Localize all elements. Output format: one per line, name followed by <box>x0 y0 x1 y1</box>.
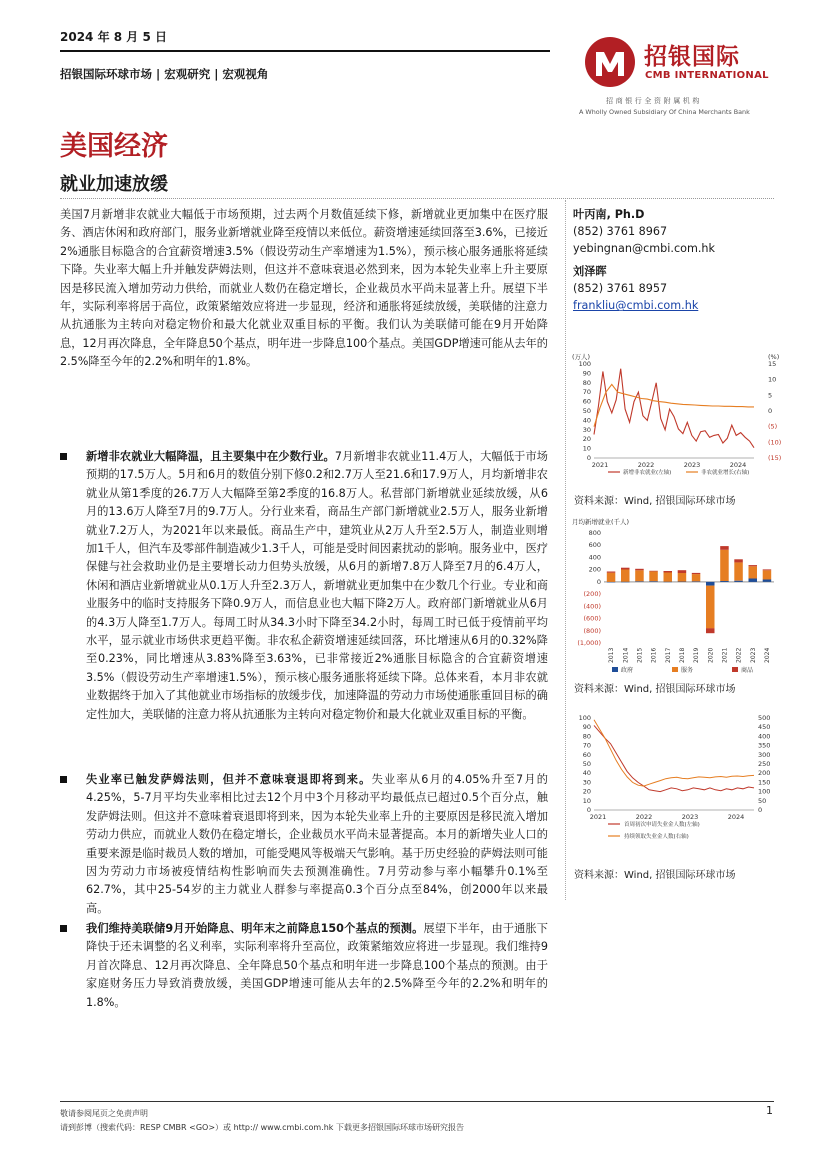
y-right-tick-label: 0 <box>768 407 773 415</box>
chart-payrolls <box>568 350 780 478</box>
y-left-tick-label: 10 <box>582 444 591 453</box>
legend-label: 持续领取失业金人数(右轴) <box>624 834 689 840</box>
y-left-tick-label: 60 <box>582 750 591 759</box>
analyst-phone: (852) 3761 8957 <box>573 282 668 296</box>
bar-segment <box>692 574 701 581</box>
bar-segment <box>763 569 772 570</box>
bar-segment <box>720 550 729 581</box>
series-line-2 <box>594 720 754 786</box>
bar-segment <box>649 571 658 572</box>
y-right-tick-label: 15 <box>768 360 777 368</box>
y-left-tick-label: 0 <box>586 806 591 814</box>
y-left-tick-label: 80 <box>582 732 591 741</box>
intro-paragraph: 美国7月新增非农就业大幅低于市场预期，过去两个月数值延续下修，新增就业更加集中在医疗服务、酒店休闲和政府部门，服务业新增就业降至疫情以来低位。薪资增速延续回落至3.6%，已接近2%通胀目标隐含的合宜薪资增速3.5%（假设劳动生产率增速为1.5%），预示核心服务通胀将延续下降。失业率大幅上升并触发萨姆法则，但这并不意味衰退必然到来，因为本轮失业率上升主要原因是移民流入增加劳动力供给，而就业人数仍在稳定增长，企业裁员水平尚未显著上升。展望下半年，实际利率将居于高位，政策紧缩效应将进一步显现，经济和通胀将延续放缓，美联储的注意力从抗通胀为主转向对稳定物价和最大化就业双重目标的平衡。我们认为美联储可能在9月开始降息，12月再次降息，全年降息50个基点，明年进一步降息100个基点。美国GDP增速可能从去年的2.5%降至今年的2.2%和明年的1.8%。 <box>60 208 548 369</box>
y-tick-label: 200 <box>588 565 601 574</box>
bar-segment <box>749 566 758 578</box>
y-tick-label: (400) <box>583 602 601 611</box>
footer-download: 请到彭博（搜索代码：RESP CMBR <GO>）或 http:// www.cmbi.com.hk 下载更多招银国际环球市场研究报告 <box>60 1123 464 1132</box>
bar-segment <box>706 628 715 633</box>
analyst-email-link[interactable]: frankliu@cmbi.com.hk <box>573 299 699 313</box>
bullet-body: 7月新增非农就业11.4万人，大幅低于市场预期的17.5万人。5月和6月的数值分别下修0.2和2.7万人至21.6和17.9万人，月均新增非农就业从第1季度的26.7万人大幅降至第2季度的16.8万人。私营部门新增就业延续放缓，从6月的13.6万人降至7月的9.7万人。分行业来看，商品生产部门新增就业2.5万人，服务业新增就业7.2万人，为2021年以来最低。商品生产中，建筑业从2万人升至2.5万人，制造业则增加1千人，但汽车及零部件制造减少1.3千人，可能是受时间因素扰动的影响。服务业中，医疗保健与社会救助业仍是主要增长动力但势头放缓，从6月的新增7.8万人降至7月的6.4万人，休闲和酒店业新增就业从0.1万人升至2.3万人，新增就业更加集中在少数几个行业。专业和商业服务中的临时支持服务下降0.9万人，而信息业也大幅下降2万人。政府部门新增就业从6月的4.3万人降至1.7万人。每周工时从34.3小时下降至34.2小时，每周工时已低于疫情前平均水平，显示就业市场供求更趋平衡。非农私企薪资增速延续回落，环比增速从6月的0.32%降至0.23%，同比增速从3.83%降至3.63%，已非常接近2%通胀目标隐含的合宜薪资增速3.5%（假设劳动生产率增速1.5%），预示核心服务通胀将延续下降。总体来看，本月非农就业数据终于加入了其他就业市场指标的放缓步伐，加速降温的劳动力市场使通胀重回目标的确定性加大，美联储的注意力将从抗通胀为主转向对稳定物价和最大化就业双重目标的平衡。 <box>86 450 548 721</box>
x-tick-label: 2017 <box>664 647 672 663</box>
bullet-fed-forecast <box>60 920 548 1012</box>
legend-swatch <box>612 667 618 672</box>
chart-source: 资料来源：Wind, 招银国际环球市场 <box>574 496 736 507</box>
x-tick-label: 2015 <box>636 647 644 663</box>
bar-segment <box>706 586 715 629</box>
y-left-tick-label: 30 <box>582 778 591 787</box>
analyst-email[interactable]: yebingnan@cmbi.com.hk <box>573 242 715 256</box>
bar-segment <box>607 572 616 573</box>
title-divider <box>60 198 774 199</box>
bullet-text <box>86 771 548 918</box>
legend-swatch <box>672 667 678 672</box>
chart-source: 资料来源：Wind, 招银国际环球市场 <box>574 684 736 695</box>
y-tick-label: 600 <box>588 541 601 550</box>
department-line: 招银国际环球市场 | 宏观研究 | 宏观视角 <box>60 67 269 81</box>
logo-subtitle-cn: 招商银行全资附属机构 <box>606 97 702 105</box>
bullet-payrolls <box>60 448 548 724</box>
bar-segment <box>621 568 630 570</box>
y-right-tick-label: (10) <box>768 438 782 447</box>
bullet-lead: 新增非农就业大幅降温，且主要集中在少数行业。 <box>86 450 335 463</box>
y-right-tick-label: 10 <box>768 375 777 384</box>
column-divider <box>565 200 566 900</box>
report-subtitle: 就业加速放缓 <box>60 174 168 195</box>
report-date: 2024 年 8 月 5 日 <box>60 30 167 44</box>
x-tick-label: 2016 <box>650 647 658 663</box>
analyst-card <box>573 206 715 258</box>
y-right-tick-label: 450 <box>758 723 771 732</box>
y-tick-label: 0 <box>596 577 601 586</box>
bar-segment <box>720 581 729 582</box>
bar-segment <box>649 571 658 581</box>
y-right-tick-label: 500 <box>758 714 771 722</box>
legend-label: 政府 <box>621 667 634 674</box>
y-tick-label: (1,000) <box>577 639 601 647</box>
bullet-lead: 失业率已触发萨姆法则，但并不意味衰退即将到来。 <box>86 773 372 786</box>
chart-source: 资料来源：Wind, 招银国际环球市场 <box>574 870 736 881</box>
legend-label: 首周初次申请失业金人数(左轴) <box>624 822 700 828</box>
y-right-tick-label: 0 <box>758 806 763 814</box>
y-right-tick-label: 300 <box>758 750 771 759</box>
bullet-text <box>86 448 548 724</box>
y-right-tick-label: 5 <box>768 391 773 400</box>
footer-disclaimer: 敬请参阅尾页之免责声明 <box>60 1109 148 1118</box>
y-left-tick-label: 0 <box>586 454 591 462</box>
bullet-square-icon <box>60 453 67 460</box>
legend-label: 商品 <box>741 667 754 674</box>
bar-segment <box>664 571 673 573</box>
x-tick-label: 2023 <box>681 813 699 821</box>
analyst-name: 叶丙南, Ph.D <box>573 208 645 221</box>
y-left-tick-label: 70 <box>582 388 591 397</box>
y-left-tick-label: 90 <box>582 723 591 732</box>
x-tick-label: 2024 <box>727 813 745 821</box>
y-right-tick-label: 50 <box>758 796 767 805</box>
y-right-tick-label: 250 <box>758 760 771 768</box>
chart-title: 月均新增就业(千人) <box>572 518 630 526</box>
bar-segment <box>621 570 630 582</box>
y-left-tick-label: 90 <box>582 369 591 378</box>
x-tick-label: 2021 <box>721 647 729 663</box>
y-left-tick-label: 40 <box>582 416 591 425</box>
logo-chinese-name: 招银国际 <box>644 44 740 70</box>
bullet-body: 失业率从6月的4.05%升至7月的4.25%，5-7月平均失业率相比过去12个月中3个月移动平均最低点已超过0.5个百分点，触发萨姆法则。但这并不意味着衰退即将到来，因为本轮失业率上升的主要原因是移民流入增加劳动力供应，而就业人数仍在稳定增长，企业裁员水平尚未显著提高。本月的新增失业人口的重要来源是临时裁员人数的增加，可能受飓风等极端天气影响。基于历史经验的萨姆法则可能因为劳动力市场被疫情结构性影响而失去预测准确性。7月劳动参与率小幅攀升0.1%至62.7%，其中25-54岁的主力就业人群参与率提高0.3个百分点至84%，创2000年以来最高。 <box>86 773 548 915</box>
y-right-tick-label: 100 <box>758 787 771 796</box>
series-line-1 <box>594 725 754 791</box>
bullet-square-icon <box>60 925 67 932</box>
bar-segment <box>664 582 673 583</box>
logo-english-name: CMB INTERNATIONAL <box>645 70 769 81</box>
bar-segment <box>720 546 729 550</box>
x-tick-label: 2013 <box>608 647 616 663</box>
bullet-text <box>86 920 548 1012</box>
bar-segment <box>607 582 616 583</box>
bar-segment <box>635 581 644 582</box>
bar-segment <box>692 582 701 583</box>
y-left-tick-label: 50 <box>582 407 591 415</box>
x-tick-label: 2020 <box>707 647 715 663</box>
page-number: 1 <box>766 1104 773 1117</box>
legend-label: 服务 <box>681 667 694 674</box>
y-left-unit: (万人) <box>572 353 591 361</box>
x-tick-label: 2024 <box>763 647 771 663</box>
bar-segment <box>664 573 673 582</box>
x-tick-label: 2019 <box>693 647 701 663</box>
x-tick-label: 2022 <box>637 461 655 469</box>
y-right-tick-label: 350 <box>758 741 771 750</box>
y-left-tick-label: 20 <box>582 787 591 796</box>
y-left-tick-label: 50 <box>582 760 591 768</box>
x-tick-label: 2024 <box>729 461 747 469</box>
bar-segment <box>621 582 630 583</box>
y-tick-label: (800) <box>583 626 601 635</box>
y-left-tick-label: 100 <box>578 360 591 368</box>
cmbi-logo-icon <box>584 36 636 88</box>
bar-segment <box>763 579 772 581</box>
y-tick-label: 800 <box>588 529 601 537</box>
y-tick-label: (200) <box>583 590 601 599</box>
legend-label: 新增非农就业(左轴) <box>623 470 672 476</box>
legend-swatch <box>732 667 738 672</box>
footer-rule <box>60 1101 774 1102</box>
bar-segment <box>692 573 701 574</box>
x-tick-label: 2014 <box>622 647 630 663</box>
bar-segment <box>734 581 743 582</box>
x-tick-label: 2023 <box>683 461 701 469</box>
bullet-body: 展望下半年，由于通胀下降快于还未调整的名义利率，实际利率将升至高位，政策紧缩效应将进一步显现。我们维持9月首次降息、12月再次降息、全年降息50个基点和明年进一步降息100个基点的预测。由于家庭财务压力导致消费放缓，美国GDP增速可能从去年的2.5%降至今年的2.2%和明年的1.8%。 <box>86 922 548 1009</box>
x-tick-label: 2021 <box>591 461 609 469</box>
y-left-tick-label: 10 <box>582 796 591 805</box>
analyst-phone: (852) 3761 8967 <box>573 225 668 239</box>
report-title: 美国经济 <box>60 131 168 162</box>
y-right-tick-label: 150 <box>758 778 771 787</box>
chart-jobless-claims <box>568 710 780 858</box>
y-tick-label: (600) <box>583 614 601 623</box>
legend-label: 非农就业增长(右轴) <box>701 470 750 476</box>
y-tick-label: 400 <box>588 553 601 562</box>
bullet-square-icon <box>60 776 67 783</box>
header-rule <box>60 50 550 52</box>
y-right-tick-label: 400 <box>758 732 771 741</box>
y-left-tick-label: 100 <box>578 714 591 722</box>
x-tick-label: 2023 <box>749 647 757 663</box>
y-right-tick-label: (5) <box>768 422 778 431</box>
bar-segment <box>706 582 715 586</box>
bar-segment <box>649 581 658 582</box>
x-tick-label: 2021 <box>589 813 607 821</box>
logo-subtitle-en: A Wholly Owned Subsidiary Of China Merchants Bank <box>579 108 750 116</box>
x-tick-label: 2018 <box>678 647 686 663</box>
bar-segment <box>678 570 687 573</box>
bar-segment <box>734 562 743 580</box>
bar-segment <box>635 570 644 581</box>
y-right-tick-label: 200 <box>758 769 771 778</box>
y-left-tick-label: 60 <box>582 397 591 406</box>
analyst-card <box>573 263 698 315</box>
y-left-tick-label: 70 <box>582 741 591 750</box>
y-left-tick-label: 30 <box>582 425 591 434</box>
y-right-unit: (%) <box>768 353 780 361</box>
bullet-lead: 我们维持美联储9月开始降息、明年末之前降息150个基点的预测。 <box>86 922 424 935</box>
bullet-unemployment <box>60 771 548 918</box>
bar-segment <box>763 570 772 579</box>
bar-segment <box>749 579 758 582</box>
bar-segment <box>635 569 644 571</box>
analyst-name: 刘泽晖 <box>573 265 607 278</box>
bar-segment <box>607 573 616 582</box>
y-left-tick-label: 40 <box>582 769 591 778</box>
bar-segment <box>749 565 758 566</box>
bar-segment <box>678 573 687 582</box>
x-tick-label: 2022 <box>735 647 743 663</box>
x-tick-label: 2022 <box>635 813 653 821</box>
series-line-1 <box>594 369 754 448</box>
y-right-tick-label: (15) <box>768 454 782 462</box>
bar-segment <box>734 559 743 562</box>
chart-sector-jobs <box>568 515 780 677</box>
y-left-tick-label: 80 <box>582 378 591 387</box>
y-left-tick-label: 20 <box>582 435 591 444</box>
